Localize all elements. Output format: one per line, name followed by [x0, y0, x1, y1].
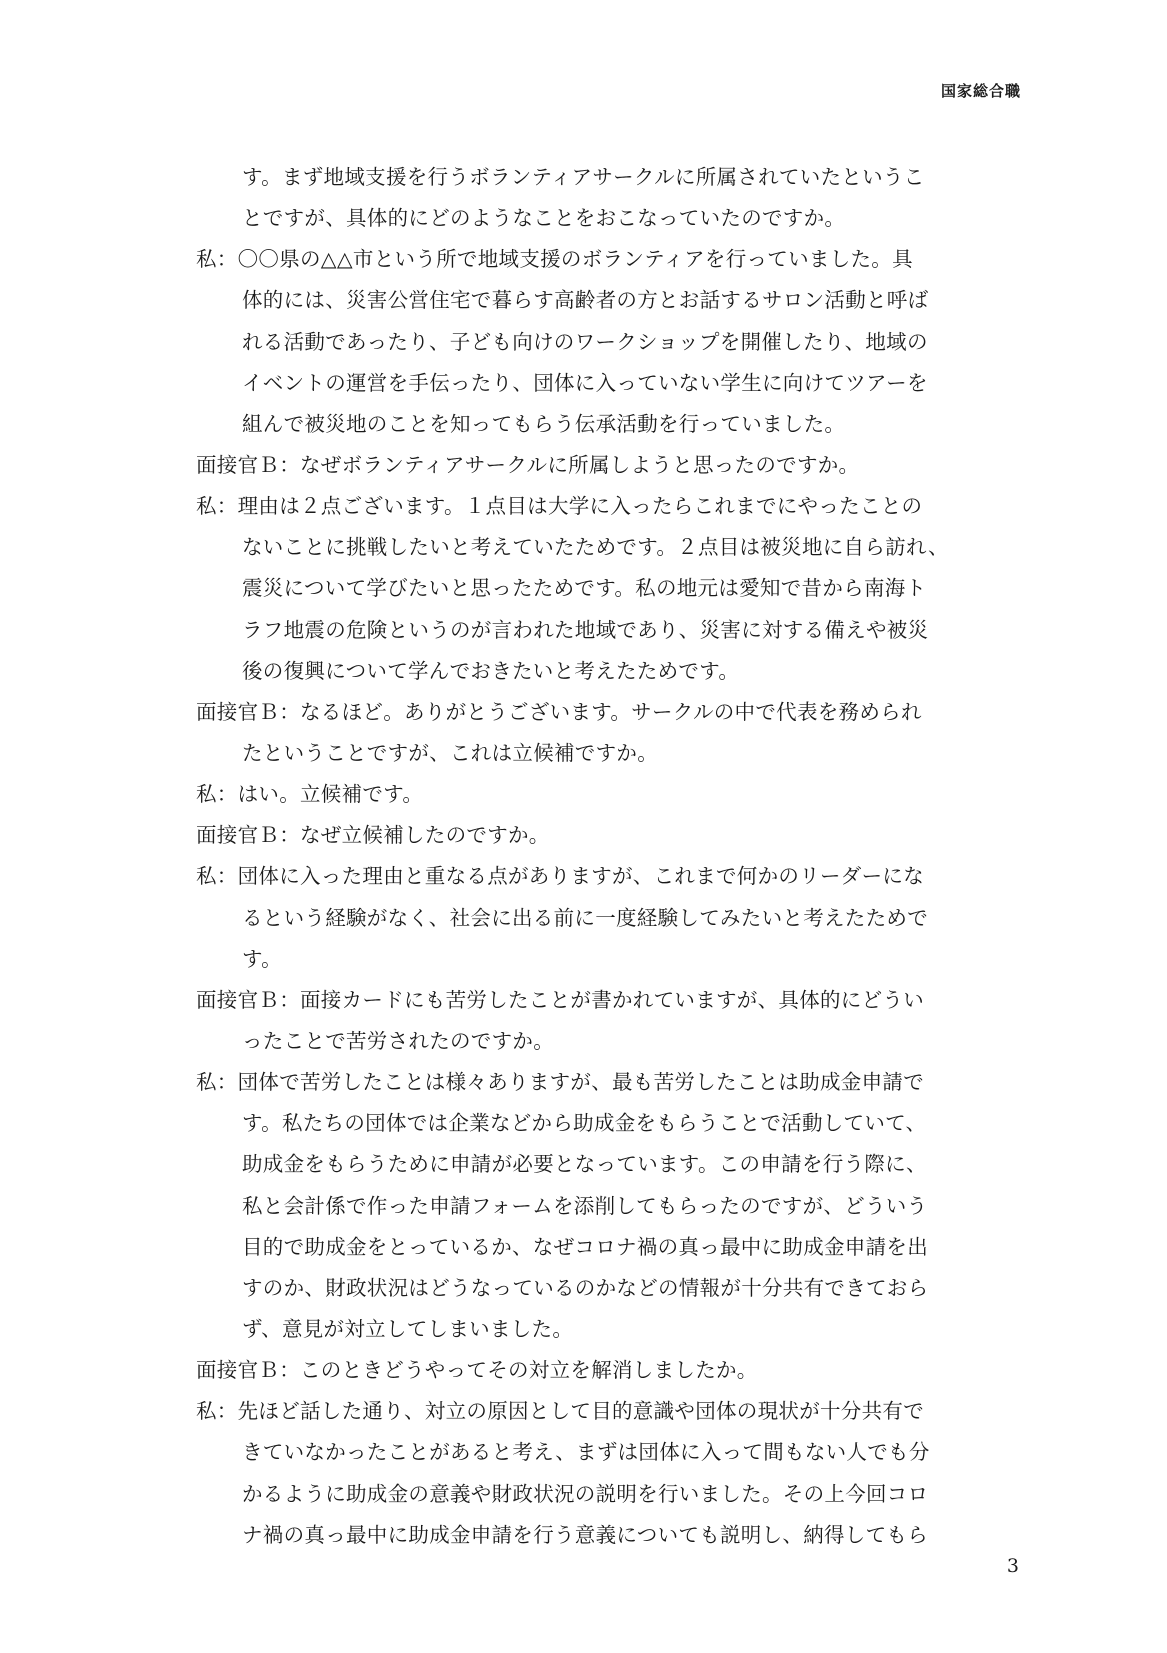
continuation-line: かるように助成金の意義や財政状況の説明を行いました。その上今回コロ — [242, 1481, 929, 1506]
continuation-line: すのか、財政状況はどうなっているのかなどの情報が十分共有できておら — [242, 1275, 929, 1300]
document-header-title: 国家総合職 — [940, 82, 1021, 100]
continuation-line: ナ禍の真っ最中に助成金申請を行う意義についても説明し、納得してもら — [242, 1522, 928, 1547]
continuation-line: たということですが、これは立候補ですか。 — [242, 740, 658, 765]
page-number: 3 — [1006, 1555, 1019, 1577]
continuation-line: す。まず地域支援を行うボランティアサークルに所属されていたというこ — [242, 165, 925, 189]
speaker-line: 私：はい。立候補です。 — [196, 782, 424, 807]
continuation-line: す。 — [242, 946, 282, 971]
document-body — [196, 157, 1026, 1556]
speaker-line: 私：先ほど話した通り、対立の原因として目的意識や団体の現状が十分共有で — [196, 1399, 924, 1424]
continuation-line: イベントの運営を手伝ったり、団体に入っていない学生に向けてツアーを — [242, 370, 928, 395]
transcript-lines — [196, 157, 1026, 1556]
continuation-line: るという経験がなく、社会に出る前に一度経験してみたいと考えたためで — [242, 905, 928, 930]
continuation-line: 震災について学びたいと思ったためです。私の地元は愛知で昔から南海ト — [242, 576, 927, 601]
continuation-line: 私と会計係で作った申請フォームを添削してもらったのですが、どういう — [242, 1193, 928, 1218]
speaker-line: 私：団体に入った理由と重なる点がありますが、これまで何かのリーダーにな — [196, 864, 924, 889]
continuation-line: ず、意見が対立してしまいました。 — [242, 1316, 574, 1341]
continuation-line: 体的には、災害公営住宅で暮らす高齢者の方とお話するサロン活動と呼ば — [242, 288, 929, 313]
speaker-line: 面接官Ｂ：なぜボランティアサークルに所属しようと思ったのですか。 — [196, 452, 860, 477]
continuation-line: ラフ地震の危険というのが言われた地域であり、災害に対する備えや被災 — [242, 617, 929, 642]
speaker-line: 面接官Ｂ：なぜ立候補したのですか。 — [196, 823, 550, 848]
continuation-line: きていなかったことがあると考え、まずは団体に入って間もない人でも分 — [242, 1440, 930, 1465]
continuation-line: 目的で助成金をとっているか、なぜコロナ禍の真っ最中に助成金申請を出 — [242, 1234, 928, 1259]
speaker-line: 面接官Ｂ：面接カードにも苦労したことが書かれていますが、具体的にどうい — [196, 987, 924, 1012]
speaker-line: 面接官Ｂ：このときどうやってその対立を解消しましたか。 — [196, 1358, 758, 1383]
continuation-line: ないことに挑戦したいと考えていたためです。２点目は被災地に自ら訪れ、 — [242, 535, 949, 560]
continuation-line: 組んで被災地のことを知ってもらう伝承活動を行っていました。 — [242, 411, 846, 436]
continuation-line: れる活動であったり、子ども向けのワークショップを開催したり、地域の — [242, 329, 928, 354]
continuation-line: す。私たちの団体では企業などから助成金をもらうことで活動していて、 — [242, 1111, 927, 1136]
speaker-line: 面接官Ｂ：なるほど。ありがとうございます。サークルの中で代表を務められ — [196, 699, 922, 724]
speaker-line: 私：団体で苦労したことは様々ありますが、最も苦労したことは助成金申請で — [196, 1070, 924, 1095]
speaker-line: 私：〇〇県の△△市という所で地域支援のボランティアを行っていました。具 — [196, 247, 913, 272]
continuation-line: とですが、具体的にどのようなことをおこなっていたのですか。 — [242, 206, 846, 231]
continuation-line: 助成金をもらうために申請が必要となっています。この申請を行う際に、 — [242, 1152, 927, 1177]
speaker-line: 私：理由は２点ございます。１点目は大学に入ったらこれまでにやったことの — [196, 494, 923, 519]
continuation-line: ったことで苦労されたのですか。 — [242, 1028, 554, 1053]
continuation-line: 後の復興について学んでおきたいと考えたためです。 — [242, 658, 740, 683]
